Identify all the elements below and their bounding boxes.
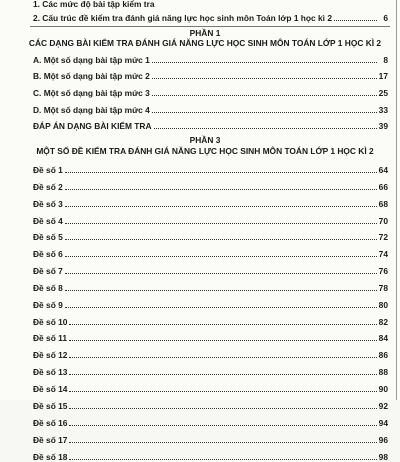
- toc-row: [33, 0, 388, 9]
- dot-leader: [152, 94, 377, 96]
- toc-row-page: 17: [378, 71, 388, 81]
- toc-row-page: 6: [383, 13, 388, 23]
- toc-row-label: Đề số 1: [33, 165, 63, 175]
- toc-row: [33, 230, 388, 242]
- toc-row-label: Đề số 6: [33, 249, 63, 259]
- toc-row-page: 64: [378, 165, 388, 175]
- dot-leader: [69, 407, 377, 409]
- dot-leader: [65, 188, 377, 190]
- dot-leader: [69, 339, 377, 341]
- toc-row-label: Đề số 8: [33, 283, 63, 293]
- toc-row-page: 84: [378, 333, 388, 343]
- toc-row: [33, 180, 388, 192]
- toc-row: [33, 247, 388, 259]
- toc-row: [33, 264, 388, 276]
- toc-row-page: 68: [378, 199, 388, 209]
- toc-row-page: 86: [378, 350, 388, 360]
- toc-row: [33, 163, 388, 175]
- part-3-subtitle: MỘT SỐ ĐỀ KIỂM TRA ĐÁNH GIÁ NĂNG LỰC HỌC SINH MÔN TOÁN LỚP 1 HỌC KÌ 2: [36, 146, 374, 156]
- toc-row-label: Đề số 17: [33, 435, 68, 445]
- toc-row: [33, 281, 388, 293]
- dot-leader: [334, 19, 377, 21]
- dot-leader: [152, 77, 377, 79]
- dot-leader: [65, 289, 377, 291]
- toc-row: [33, 53, 388, 65]
- toc-row: [33, 69, 388, 81]
- toc-row: [33, 365, 388, 377]
- dot-leader: [65, 171, 377, 173]
- toc-row-page: 94: [378, 418, 388, 428]
- toc-row-label: Đề số 12: [33, 350, 68, 360]
- dot-leader: [65, 306, 377, 308]
- toc-row: [33, 450, 388, 462]
- toc-row-page: 72: [378, 232, 388, 242]
- toc-row: [33, 433, 388, 445]
- toc-row-label: Đề số 3: [33, 199, 63, 209]
- toc-row: [33, 382, 388, 394]
- toc-row: [33, 399, 388, 411]
- dot-leader: [69, 458, 377, 460]
- toc-row: [33, 197, 388, 209]
- page-edge-line: [396, 0, 397, 400]
- dot-leader: [69, 356, 377, 358]
- toc-row-page: 78: [378, 283, 388, 293]
- toc-row-page: 70: [378, 216, 388, 226]
- toc-row-page: 88: [378, 367, 388, 377]
- dot-leader: [69, 373, 377, 375]
- dot-leader: [69, 390, 377, 392]
- toc-row: [33, 416, 388, 428]
- toc-row-page: 80: [378, 300, 388, 310]
- toc-row-label: Đề số 7: [33, 266, 63, 276]
- toc-row: [33, 214, 388, 226]
- toc-row-page: 96: [378, 435, 388, 445]
- dot-leader: [65, 238, 377, 240]
- dot-leader: [65, 205, 377, 207]
- toc-row-label: Đề số 18: [33, 452, 68, 462]
- toc-row-page: 98: [378, 452, 388, 462]
- toc-row: [33, 86, 388, 98]
- toc-row-page: 66: [378, 182, 388, 192]
- toc-row-label: Đề số 4: [33, 216, 63, 226]
- toc-row-label: Đề số 15: [33, 401, 68, 411]
- toc-row-label: Đề số 16: [33, 418, 68, 428]
- dot-leader: [65, 255, 377, 257]
- toc-row-label: ĐÁP ÁN DẠNG BÀI KIỂM TRA: [33, 121, 152, 131]
- toc-row: [33, 298, 388, 310]
- part-3-title: PHẦN 3: [189, 135, 221, 145]
- toc-row-page: 92: [378, 401, 388, 411]
- toc-row-label: Đề số 9: [33, 300, 63, 310]
- toc-row-label: Đề số 2: [33, 182, 63, 192]
- toc-row-label: Đề số 10: [33, 317, 68, 327]
- toc-row-label: Đề số 13: [33, 367, 68, 377]
- dot-leader: [69, 424, 377, 426]
- toc-row-label: Đề số 14: [33, 384, 68, 394]
- dot-leader: [154, 127, 378, 129]
- dot-leader: [65, 272, 377, 274]
- toc-row: [33, 348, 388, 360]
- toc-row: [33, 103, 388, 115]
- toc-row-label: Đề số 5: [33, 232, 63, 242]
- toc-row-page: 25: [378, 88, 388, 98]
- divider: [30, 26, 390, 27]
- toc-row: [33, 315, 388, 327]
- dot-leader: [65, 222, 377, 224]
- toc-row: [33, 119, 388, 131]
- dot-leader: [69, 441, 377, 443]
- toc-row-page: 82: [378, 317, 388, 327]
- toc-row-label: A. Một số dạng bài tập mức 1: [33, 55, 150, 65]
- toc-row-label: 1. Các mức độ bài tập kiểm tra: [33, 0, 155, 9]
- toc-row: [33, 11, 388, 23]
- toc-row-page: 90: [378, 384, 388, 394]
- toc-row-label: D. Một số dạng bài tập mức 4: [33, 105, 150, 115]
- toc-row-page: 33: [378, 105, 388, 115]
- dot-leader: [69, 323, 377, 325]
- dot-leader: [152, 61, 377, 63]
- toc-row-page: 74: [378, 249, 388, 259]
- dot-leader: [152, 111, 377, 113]
- toc-row-page: 76: [378, 266, 388, 276]
- toc-row-label: 2. Cấu trúc đề kiểm tra đánh giá năng lực học sinh môn Toán lớp 1 học kì 2: [33, 13, 332, 23]
- toc-row-label: B. Một số dạng bài tập mức 2: [33, 71, 150, 81]
- toc-row-label: C. Một số dạng bài tập mức 3: [33, 88, 150, 98]
- toc-row: [33, 331, 388, 343]
- toc-row-label: Đề số 11: [33, 333, 67, 343]
- toc-row-page: 8: [383, 55, 388, 65]
- toc-row-page: 39: [378, 121, 388, 131]
- part-1-title: PHẦN 1: [189, 28, 221, 38]
- part-1-subtitle: CÁC DẠNG BÀI KIỂM TRA ĐÁNH GIÁ NĂNG LỰC HỌC SINH MÔN TOÁN LỚP 1 HỌC KÌ 2: [28, 38, 382, 48]
